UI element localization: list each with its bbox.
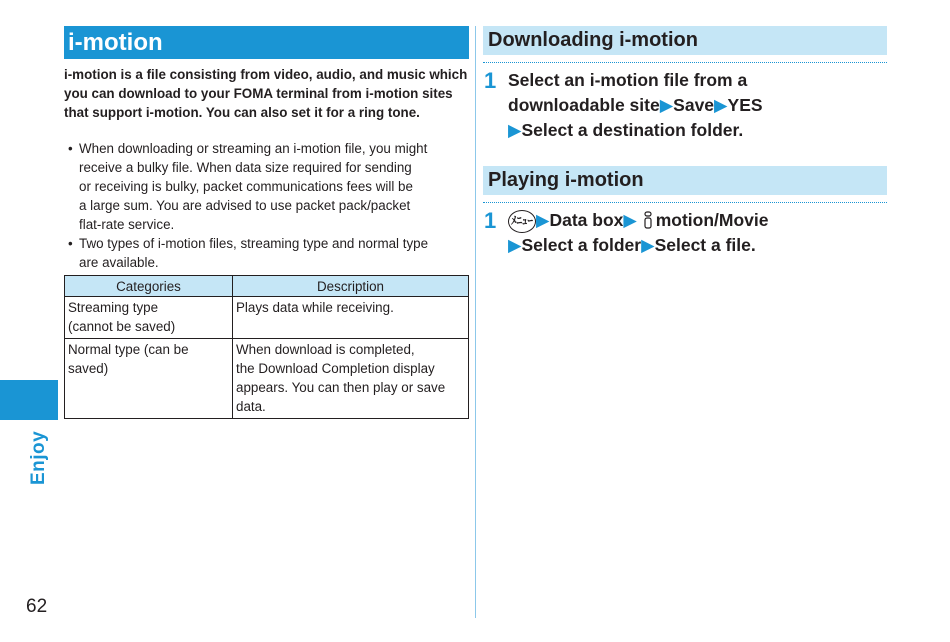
table-header-description: Description xyxy=(233,276,469,297)
arrow-icon: ▶ xyxy=(536,210,550,230)
table-cell-category xyxy=(65,339,233,419)
bullet-line: or receiving is bulky, packet communications fees will be xyxy=(79,179,413,194)
bullet-line: are available. xyxy=(79,255,159,270)
bullet-item xyxy=(64,139,469,234)
bullet-item xyxy=(64,234,469,272)
bullet-line: Two types of i-motion files, streaming type and normal type xyxy=(79,236,429,251)
table-cell-description xyxy=(233,339,469,419)
cell-line: the Download Completion display xyxy=(236,361,435,376)
table-row xyxy=(65,339,469,419)
menu-key-icon: ﾒﾆｭｰ xyxy=(508,210,536,233)
step-part: motion/Movie xyxy=(655,210,769,230)
bullet-line: a large sum. You are advised to use packet pack/packet xyxy=(79,198,411,213)
step-part: YES xyxy=(727,95,763,115)
bullet-dot: • xyxy=(68,141,73,156)
bullet-line: When downloading or streaming an i-motion file, you might xyxy=(79,141,428,156)
step-number: 1 xyxy=(484,208,497,233)
step-part: Select a file. xyxy=(654,235,756,255)
table-cell-description xyxy=(233,297,469,339)
i-mode-icon xyxy=(644,211,652,229)
side-tab-block xyxy=(0,380,58,420)
step-part: Select an i-motion file from a xyxy=(508,70,748,90)
section-divider xyxy=(483,62,887,63)
download-step-text xyxy=(508,68,888,143)
cell-line: When download is completed, xyxy=(236,342,415,357)
table-header-categories: Categories xyxy=(65,276,233,297)
bullet-dot: • xyxy=(68,236,73,251)
section-title-downloading: Downloading i-motion xyxy=(483,26,887,55)
intro-paragraph: i-motion is a file consisting from video, audio, and music which you can download to your FOMA terminal from i-motion sites that support i-motion. You can also set it for a ring tone. xyxy=(64,67,468,120)
step-part: Data box xyxy=(549,210,624,230)
cell-line: saved) xyxy=(68,361,109,376)
cell-line: Plays data while receiving. xyxy=(236,300,394,315)
section-title-playing: Playing i-motion xyxy=(483,166,887,195)
arrow-icon: ▶ xyxy=(508,235,522,255)
cell-line: (cannot be saved) xyxy=(68,319,176,334)
table-header-row xyxy=(65,276,469,297)
step-part: downloadable site xyxy=(508,95,660,115)
step-number: 1 xyxy=(484,68,497,93)
cell-line: appears. You can then play or save xyxy=(236,380,446,395)
column-divider xyxy=(475,26,476,618)
arrow-icon: ▶ xyxy=(508,120,522,140)
arrow-icon: ▶ xyxy=(714,95,728,115)
step-part: Select a folder xyxy=(521,235,642,255)
step-part: Save xyxy=(673,95,715,115)
bullet-line: flat-rate service. xyxy=(79,217,175,232)
section-divider xyxy=(483,202,887,203)
imotion-types-table xyxy=(64,275,469,419)
arrow-icon: ▶ xyxy=(641,235,655,255)
table-row xyxy=(65,297,469,339)
side-tab-label: Enjoy xyxy=(28,430,49,485)
page-number: 62 xyxy=(26,596,48,617)
arrow-icon: ▶ xyxy=(659,95,674,115)
bullet-line: receive a bulky file. When data size required for sending xyxy=(79,160,412,175)
table-cell-category xyxy=(65,297,233,339)
cell-line: Normal type (can be xyxy=(68,342,189,357)
play-step-text xyxy=(508,208,888,258)
cell-line: Streaming type xyxy=(68,300,159,315)
cell-line: data. xyxy=(236,399,266,414)
step-part: Select a destination folder. xyxy=(521,120,744,140)
bullet-list xyxy=(64,139,469,272)
arrow-icon: ▶ xyxy=(623,210,637,230)
page-title: i-motion xyxy=(64,26,469,59)
